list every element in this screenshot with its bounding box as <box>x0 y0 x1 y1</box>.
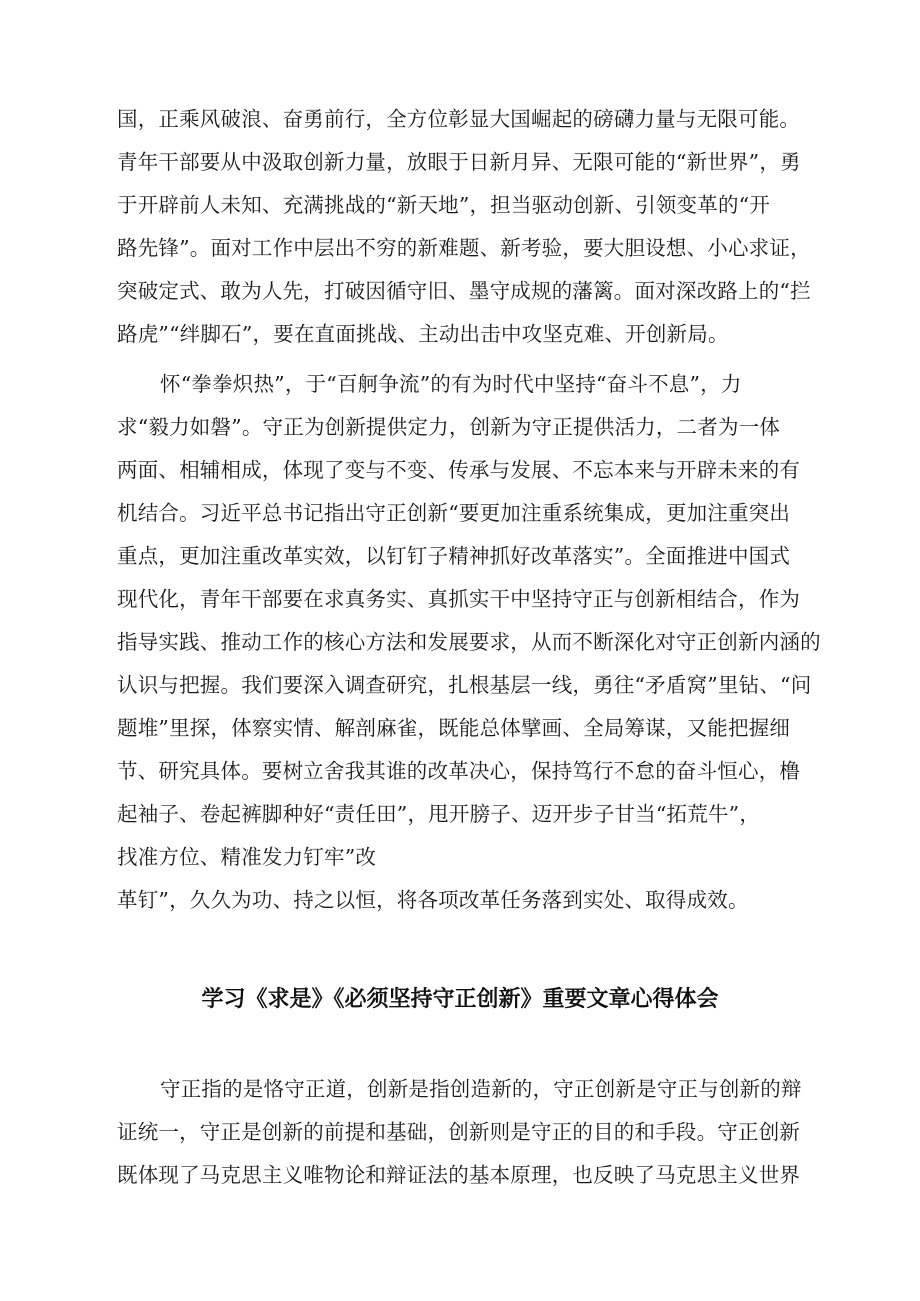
paragraph-1-line: 路虎”“绊脚石”，要在直面挑战、主动出击中攻坚克难、开创新局。 <box>117 322 729 346</box>
paragraph-2-line: 现代化，青年干部要在求真务实、真抓实干中坚持守正与创新相结合，作为 <box>117 587 801 611</box>
paragraph-2-line: 认识与把握。我们要深入调查研究，扎根基层一线，勇往“矛盾窝”里钻、“问 <box>117 673 812 697</box>
paragraph-2-line: 起袖子、卷起裤脚种好“责任田”，甩开膀子、迈开步子甘当“拓荒牛”， <box>117 802 761 826</box>
paragraph-2-line: 节、研究具体。要树立舍我其谁的改革决心，保持笃行不怠的奋斗恒心，橹 <box>117 759 801 783</box>
paragraph-3-line: 既体现了马克思主义唯物论和辩证法的基本原理，也反映了马克思主义世界 <box>117 1163 801 1187</box>
paragraph-2-line: 怀“拳拳炽热”，于“百舸争流”的有为时代中坚持“奋斗不息”，力 <box>160 372 742 396</box>
paragraph-1-line: 路先锋”。面对工作中层出不穷的新难题、新考验，要大胆设想、小心求证， <box>117 236 811 260</box>
section-heading: 学习《求是》《必须坚持守正创新》重要文章心得体会 <box>201 987 719 1012</box>
paragraph-1-line: 国，正乘风破浪、奋勇前行，全方位彰显大国崛起的磅礴力量与无限可能。 <box>117 107 801 131</box>
paragraph-2-line: 机结合。习近平总书记指出守正创新“要更加注重系统集成，更加注重突出 <box>117 501 791 525</box>
paragraph-2-line: 求“毅力如磐”。守正为创新提供定力，创新为守正提供活力，二者为一体 <box>117 415 781 439</box>
paragraph-2-line: 重点，更加注重改革实效，以钉钉子精神抓好改革落实”。全面推进中国式 <box>117 544 791 568</box>
paragraph-3-line: 守正指的是恪守正道，创新是指创造新的，守正创新是守正与创新的辩 <box>160 1077 802 1101</box>
paragraph-2-line: 找准方位、精准发力钉牢”改 <box>117 845 377 869</box>
paragraph-1-line: 青年干部要从中汲取创新力量，放眼于日新月异、无限可能的“新世界”，勇 <box>117 150 801 174</box>
paragraph-1-line: 于开辟前人未知、充满挑战的“新天地”，担当驱动创新、引领变革的“开 <box>117 193 771 217</box>
paragraph-3-line: 证统一，守正是创新的前提和基础，创新则是守正的目的和手段。守正创新 <box>117 1120 801 1144</box>
paragraph-2-line: 指导实践、推动工作的核心方法和发展要求，从而不断深化对守正创新内涵的 <box>117 630 821 654</box>
paragraph-2-line: 革钉”，久久为功、持之以恒，将各项改革任务落到实处、取得成效。 <box>117 888 749 912</box>
paragraph-2-line: 题堆”里探，体察实情、解剖麻雀，既能总体擘画、全局筹谋，又能把握细 <box>117 716 791 740</box>
paragraph-2-line: 两面、相辅相成，体现了变与不变、传承与发展、不忘本来与开辟未来的有 <box>117 458 801 482</box>
paragraph-1-line: 突破定式、敢为人先，打破因循守旧、墨守成规的藩篱。面对深改路上的“拦 <box>117 279 811 303</box>
